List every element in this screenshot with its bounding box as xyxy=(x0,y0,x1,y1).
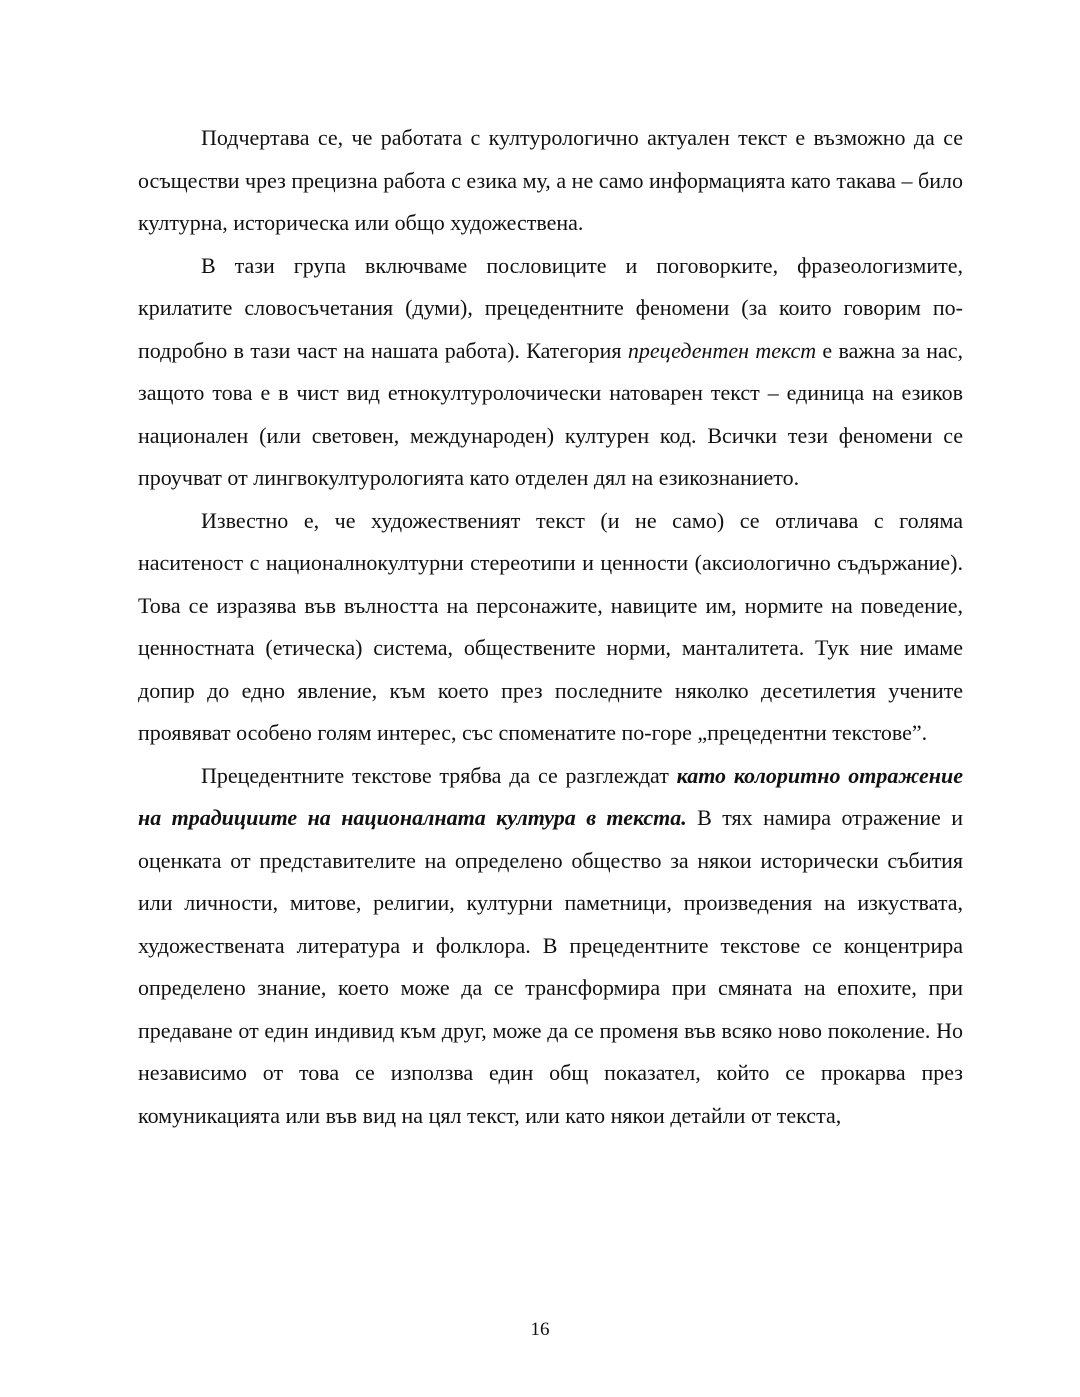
paragraph-4-text-start: Прецедентните текстове трябва да се разглеждат xyxy=(201,762,677,788)
body-text xyxy=(138,117,963,1137)
page-number: 16 xyxy=(530,1319,550,1340)
paragraph-4 xyxy=(138,755,963,1138)
paragraph-3-text: Известно е, че художественият текст (и не само) се отличава с голяма наситеност с националнокултурни стереотипи и ценности (аксиологично съдържание). Това се изразява във вълността на персонажите, навиците им, нормите на поведение, ценностната (етическа) система, обществените норми, манталитета. Тук ние имаме допир до едно явление, към което през последните няколко десетилетия учените проявяват особено голям интерес, със споменатите по-горе „прецедентни текстове”. xyxy=(138,507,963,745)
paragraph-3 xyxy=(138,500,963,755)
paragraph-2 xyxy=(138,245,963,500)
paragraph-2-text-start: В тази група включваме пословиците и поговорките, фразеологизмите, крилатите словосъчетания (думи), прецедентните феномени (за които говорим по-подробно в тази част на нашата работа). Категория xyxy=(138,252,963,363)
italic-term: прецедентен текст xyxy=(627,337,817,363)
paragraph-1 xyxy=(138,117,963,245)
paragraph-2-text-end: е важна за нас, защото това е в чист вид етнокултуролочически натоварен текст – единица на езиков национален (или световен, международен) културен код. Всички тези феномени се проучват от лингвокултурологията като отделен дял на езикознанието. xyxy=(138,337,963,490)
bold-italic-emphasis: като колоритно отражение на традициите на националната култура в текста. xyxy=(138,762,963,830)
paragraph-4-text-end: В тях намира отражение и оценката от представителите на определено общество за някои исторически събития или личности, митове, религии, културни паметници, произведения на изкуствата, художествената литература и фолклора. В прецедентните текстове се концентрира определено знание, което може да се трансформира при смяната на епохите, при предаване от един индивид към друг, може да се променя във всяко ново поколение. Но независимо от това се използва един общ показател, който се прокарва през комуникацията или във вид на цял текст, или като някои детайли от текста, xyxy=(138,805,963,1128)
paragraph-1-text: Подчертава се, че работата с културологично актуален текст е възможно да се осъществи чрез прецизна работа с езика му, а не само информацията като такава – било културна, историческа или общо художествена. xyxy=(138,125,963,235)
